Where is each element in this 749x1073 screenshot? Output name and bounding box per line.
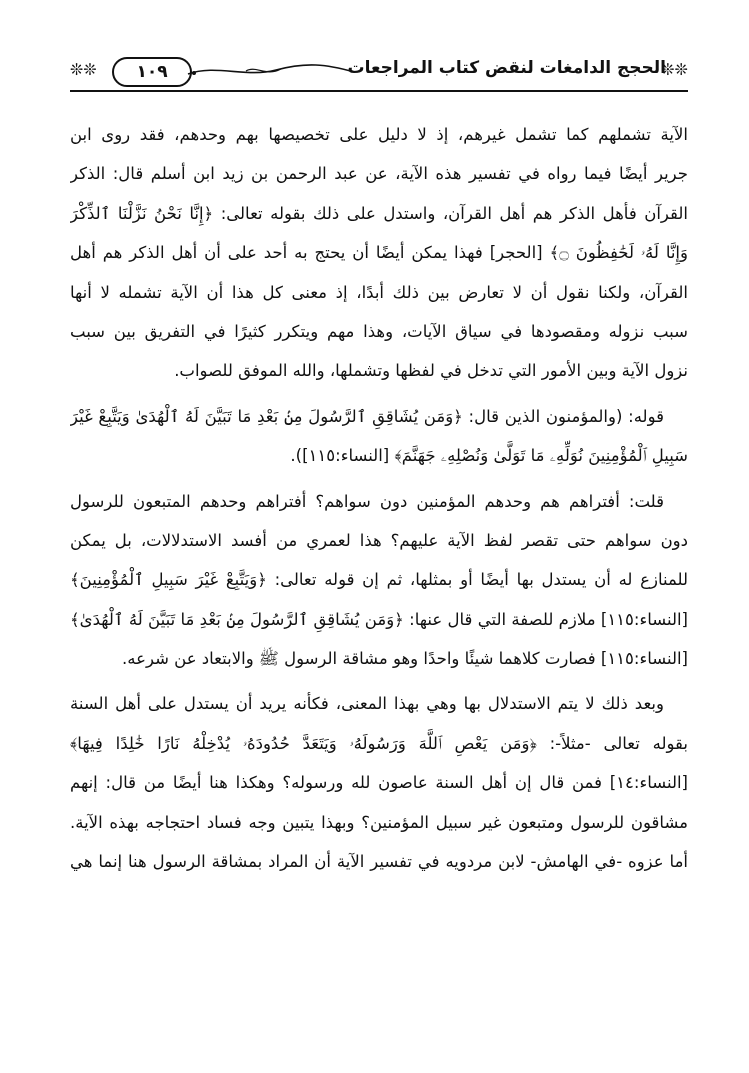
text-line: قلت: أفتراهم هم وحدهم المؤمنين دون سواهم؟ أفتراهم وحدهم المتبعون للرسول [70, 491, 664, 511]
running-header [70, 52, 688, 92]
flourish-icon [186, 62, 356, 80]
header-rule [70, 90, 688, 92]
page-number: ١٠٩ [112, 57, 192, 87]
paragraph-2 [70, 397, 688, 476]
text-line: بقوله تعالى -مثلاً-: ﴿وَمَن يَعْصِ ٱللَّهَ وَرَسُولَهُۥ وَيَتَعَدَّ حُدُودَهُۥ يُدْخِلْهُ نَارًا خَٰلِدًا فِيهَا﴾ [70, 733, 688, 753]
text-line: سَبِيلِ ٱلْمُؤْمِنِينَ نُوَلِّهِۦ مَا تَوَلَّىٰ وَنُصْلِهِۦ جَهَنَّمَ﴾ [النساء:١١٥]). [290, 446, 688, 466]
text-line: مشاقون للرسول ومتبعون غير سبيل المؤمنين؟ وبهذا يتبين وجه فساد احتجاجه بهذه الآية. [70, 812, 688, 832]
paragraph-4 [70, 684, 688, 881]
text-line: وَإِنَّا لَهُۥ لَحَٰفِظُونَ ۝﴾ [الحجر] فهذا يمكن أيضًا أن يحتج به أحد على أن أهل الذكر هم أهل [70, 243, 688, 263]
paragraph-1 [70, 115, 688, 391]
text-line: القرآن، ولكنا نقول أن لا تعارض بين ذلك أبدًا، إذ معنى كل هذا أن الآية تشمله لا أنها [70, 282, 688, 302]
text-line: [النساء:١٤] فمن قال إن أهل السنة عاصون لله ورسوله؟ وهكذا هنا أيضًا من قال: إنهم [70, 773, 688, 793]
text-line: دون سواهم حتى تقصر لفظ الآية عليهم؟ هذا لعمري من أفسد الاستدلالات، بل يمكن [70, 530, 688, 550]
text-line: نزول الآية وبين الأمور التي تدخل في لفظها وتشملها، والله الموفق للصواب. [174, 361, 688, 381]
text-line: سبب نزوله ومقصودها في سياق الآيات، وهذا مهم ويتكرر كثيرًا في التفريق بين سبب [70, 321, 688, 341]
text-line: وبعد ذلك لا يتم الاستدلال بها وهي بهذا المعنى، فكأنه يريد أن يستدل على أهل السنة [70, 694, 664, 714]
text-line: جرير أيضًا فيما رواه في تفسير هذه الآية، عن عبد الرحمن بن زيد ابن أسلم قال: الذكر [70, 164, 688, 184]
text-line: للمنازع له أن يستدل بها أيضًا أو بمثلها، ثم إن قوله تعالى: ﴿وَيَتَّبِعْ غَيْرَ سَبِيلِ ٱلْمُؤْمِنِينَ﴾ [70, 570, 688, 590]
text-line: [النساء:١١٥] فصارت كلاهما شيئًا واحدًا وهو مشاقة الرسول ﷺ والابتعاد عن شرعه. [122, 649, 688, 669]
text-line: [النساء:١١٥] ملازم للصفة التي قال عنها: ﴿وَمَن يُشَاقِقِ ٱلرَّسُولَ مِنۢ بَعْدِ مَا تَبَيَّنَ لَهُ ٱلْهُدَىٰ﴾ [70, 609, 688, 629]
text-line: أما عزوه -في الهامش- لابن مردويه في تفسير الآية أن المراد بمشاقة الرسول هنا إنما هي [70, 852, 688, 872]
book-title: الحجج الدامغات لنقض كتاب المراجعات [347, 58, 666, 78]
ornament-right-icon: ❊❊ [661, 60, 688, 79]
text-line: القرآن فأهل الذكر هم أهل القرآن، واستدل على ذلك بقوله تعالى: ﴿إِنَّا نَحْنُ نَزَّلْنَا ٱلذِّكْرَ [70, 203, 688, 223]
paragraph-3 [70, 482, 688, 679]
text-line: الآية تشملهم كما تشمل غيرهم، إذ لا دليل على تخصيصها بهم وحدهم، فقد روى ابن [70, 125, 688, 144]
text-line: قوله: (والمؤمنون الذين قال: ﴿وَمَن يُشَاقِقِ ٱلرَّسُولَ مِنۢ بَعْدِ مَا تَبَيَّنَ لَهُ ٱلْهُدَىٰ وَيَتَّبِعْ غَيْرَ [70, 406, 664, 426]
ornament-left-icon: ❊❊ [70, 60, 97, 79]
page-body [70, 115, 688, 881]
